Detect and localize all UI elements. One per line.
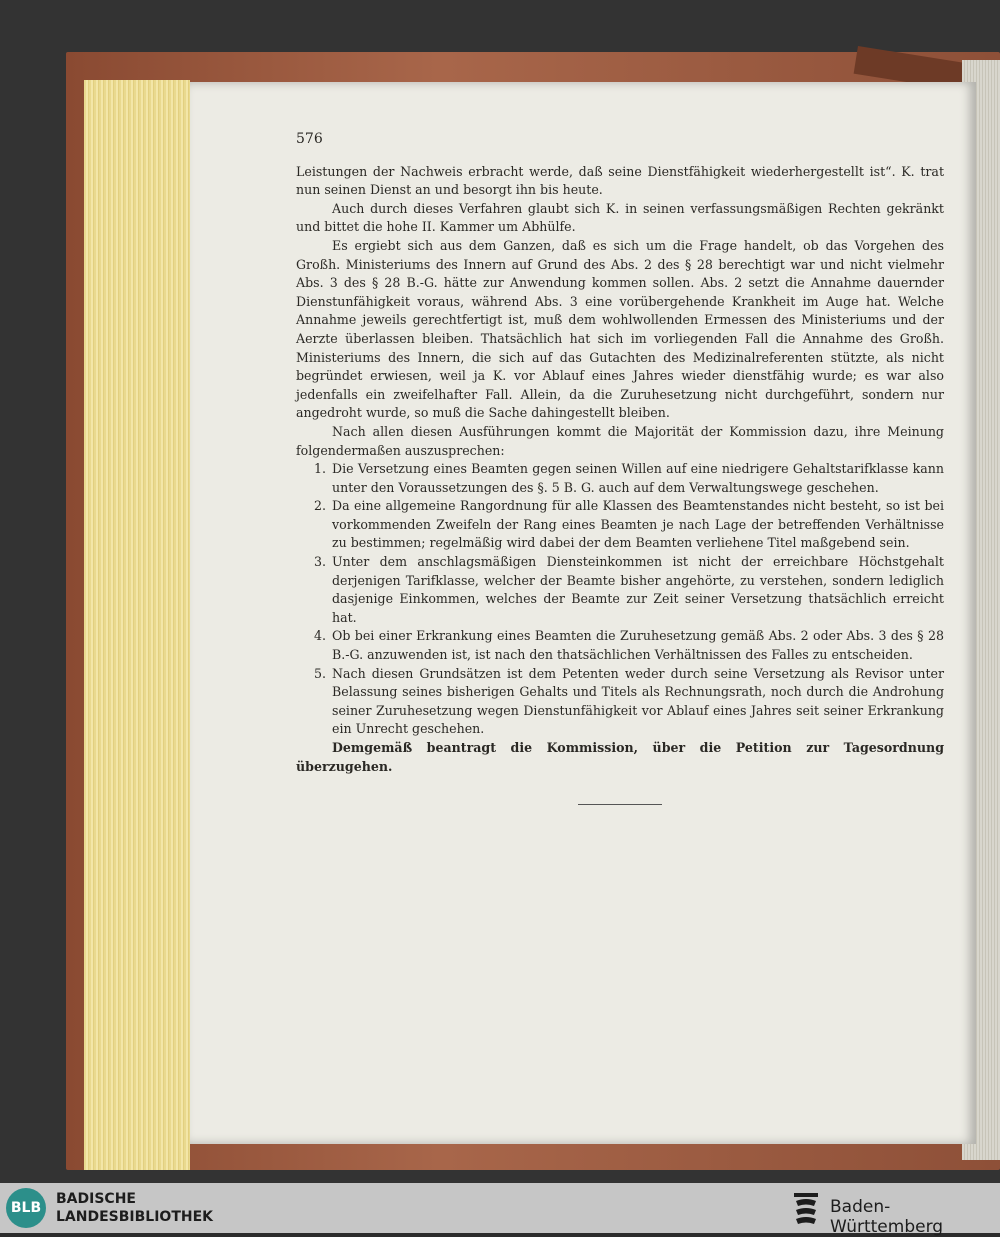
- library-name-line1: BADISCHE: [56, 1191, 136, 1207]
- conclusion: Demgemäß beantragt die Kommission, über die Petition zur Tagesordnung überzugehen.: [296, 740, 944, 774]
- list-item-number: 1.: [313, 461, 326, 477]
- list-item-text: Die Versetzung eines Beamten gegen seinen Willen auf eine niedrigere Gehaltstarifklasse kann unter den Voraussetzungen des §. 5 B. G. auch auf dem Verwaltungswege geschehen.: [332, 461, 944, 495]
- blb-logo[interactable]: BLB: [6, 1188, 46, 1228]
- library-name-line2: LANDESBIBLIOTHEK: [56, 1209, 214, 1225]
- list-item-number: 2.: [313, 498, 326, 514]
- list-item-text: Nach diesen Grundsätzen ist dem Petenten weder durch seine Versetzung als Revisor unter Belassung seines bisherigen Gehalts und Titels als Rechnungsrath, noch durch die Androhung seiner Zuruhesetzung wegen Dienstunfähigkeit vor Ablauf eines Jahres seit seiner Erkrankung ein Unrecht geschehen.: [332, 665, 944, 737]
- list-item-text: Da eine allgemeine Rangordnung für alle Klassen des Beamtenstandes nicht besteht, so ist bei vorkommenden Zweifeln der Rang eines Beamten je nach Lage der betreffenden Verhältnisse zu bestimmen; regelmäßig wird dabei der dem Beamten verliehene Titel maßgebend sein.: [332, 498, 944, 551]
- paragraph-4: Nach allen diesen Ausführungen kommt die Majorität der Kommission dazu, ihre Meinung folgendermaßen auszusprechen:: [296, 423, 944, 458]
- page-stack-edge: [84, 80, 190, 1170]
- state-name[interactable]: Baden-Württemberg: [830, 1197, 944, 1237]
- page-text: [296, 130, 944, 776]
- list-item: [296, 497, 944, 553]
- library-name[interactable]: [56, 1190, 213, 1226]
- page-number: 576: [296, 131, 323, 147]
- coat-of-arms-icon[interactable]: [792, 1189, 820, 1227]
- closing-rule: [578, 804, 662, 805]
- list-item-number: 3.: [313, 554, 326, 570]
- paragraph-3: Es ergiebt sich aus dem Ganzen, daß es sich um die Frage handelt, ob das Vorgehen des Großh. Ministeriums des Innern auf Grund des Abs. 2 des § 28 berechtigt war und nicht vielmehr Abs. 3 des § 28 B.-G. hätte zur Anwendung kommen sollen. Abs. 2 setzt die Annahme dauernder Dienstunfähigkeit voraus, während Abs. 3 eine vorübergehende Krankheit im Auge hat. Welche Annahme jeweils gerechtfertigt ist, muß dem wohlwollenden Ermessen des Ministeriums und der Aerzte überlassen bleiben. Thatsächlich hat sich im vorliegenden Fall die Annahme des Großh. Ministeriums des Innern, die sich auf das Gutachten des Medizinalreferenten stützte, als nicht begründet erwiesen, weil ja K. vor Ablauf eines Jahres wieder dienstfähig wurde; es war also jedenfalls ein zweifelhafter Fall. Allein, da die Zuruhesetzung nicht durchgeführt, sondern nur angedroht wurde, so muß die Sache dahingestellt bleiben.: [296, 237, 944, 421]
- list-item: [296, 460, 944, 497]
- list-item-text: Ob bei einer Erkrankung eines Beamten die Zuruhesetzung gemäß Abs. 2 oder Abs. 3 des § 28 B.-G. anzuwenden ist, ist nach den thatsächlichen Verhältnissen des Falles zu entscheiden.: [332, 628, 944, 663]
- list-item-number: 5.: [313, 665, 326, 681]
- list-item-text: Unter dem anschlagsmäßigen Diensteinkommen ist nicht der erreichbare Höchstgehalt derjenigen Tarifklasse, welcher der Beamte bisher angehörte, zu verstehen, sondern lediglich dasjenige Einkommen, welches der Beamte zur Zeit seiner Versetzung thatsächlich erreicht hat.: [332, 554, 944, 625]
- paragraph-1: Leistungen der Nachweis erbracht werde, daß seine Dienstfähigkeit wiederhergestellt ist“. K. trat nun seinen Dienst an und besorgt ihn bis heute.: [296, 163, 944, 198]
- paragraph-2: Auch durch dieses Verfahren glaubt sich K. in seinen verfassungsmäßigen Rechten gekränkt und bittet die hohe II. Kammer um Abhülfe.: [296, 200, 944, 235]
- list-item-number: 4.: [313, 628, 326, 644]
- list-item: [296, 627, 944, 664]
- list-item: [296, 665, 944, 739]
- list-item: [296, 553, 944, 627]
- resolution-list: [296, 460, 944, 739]
